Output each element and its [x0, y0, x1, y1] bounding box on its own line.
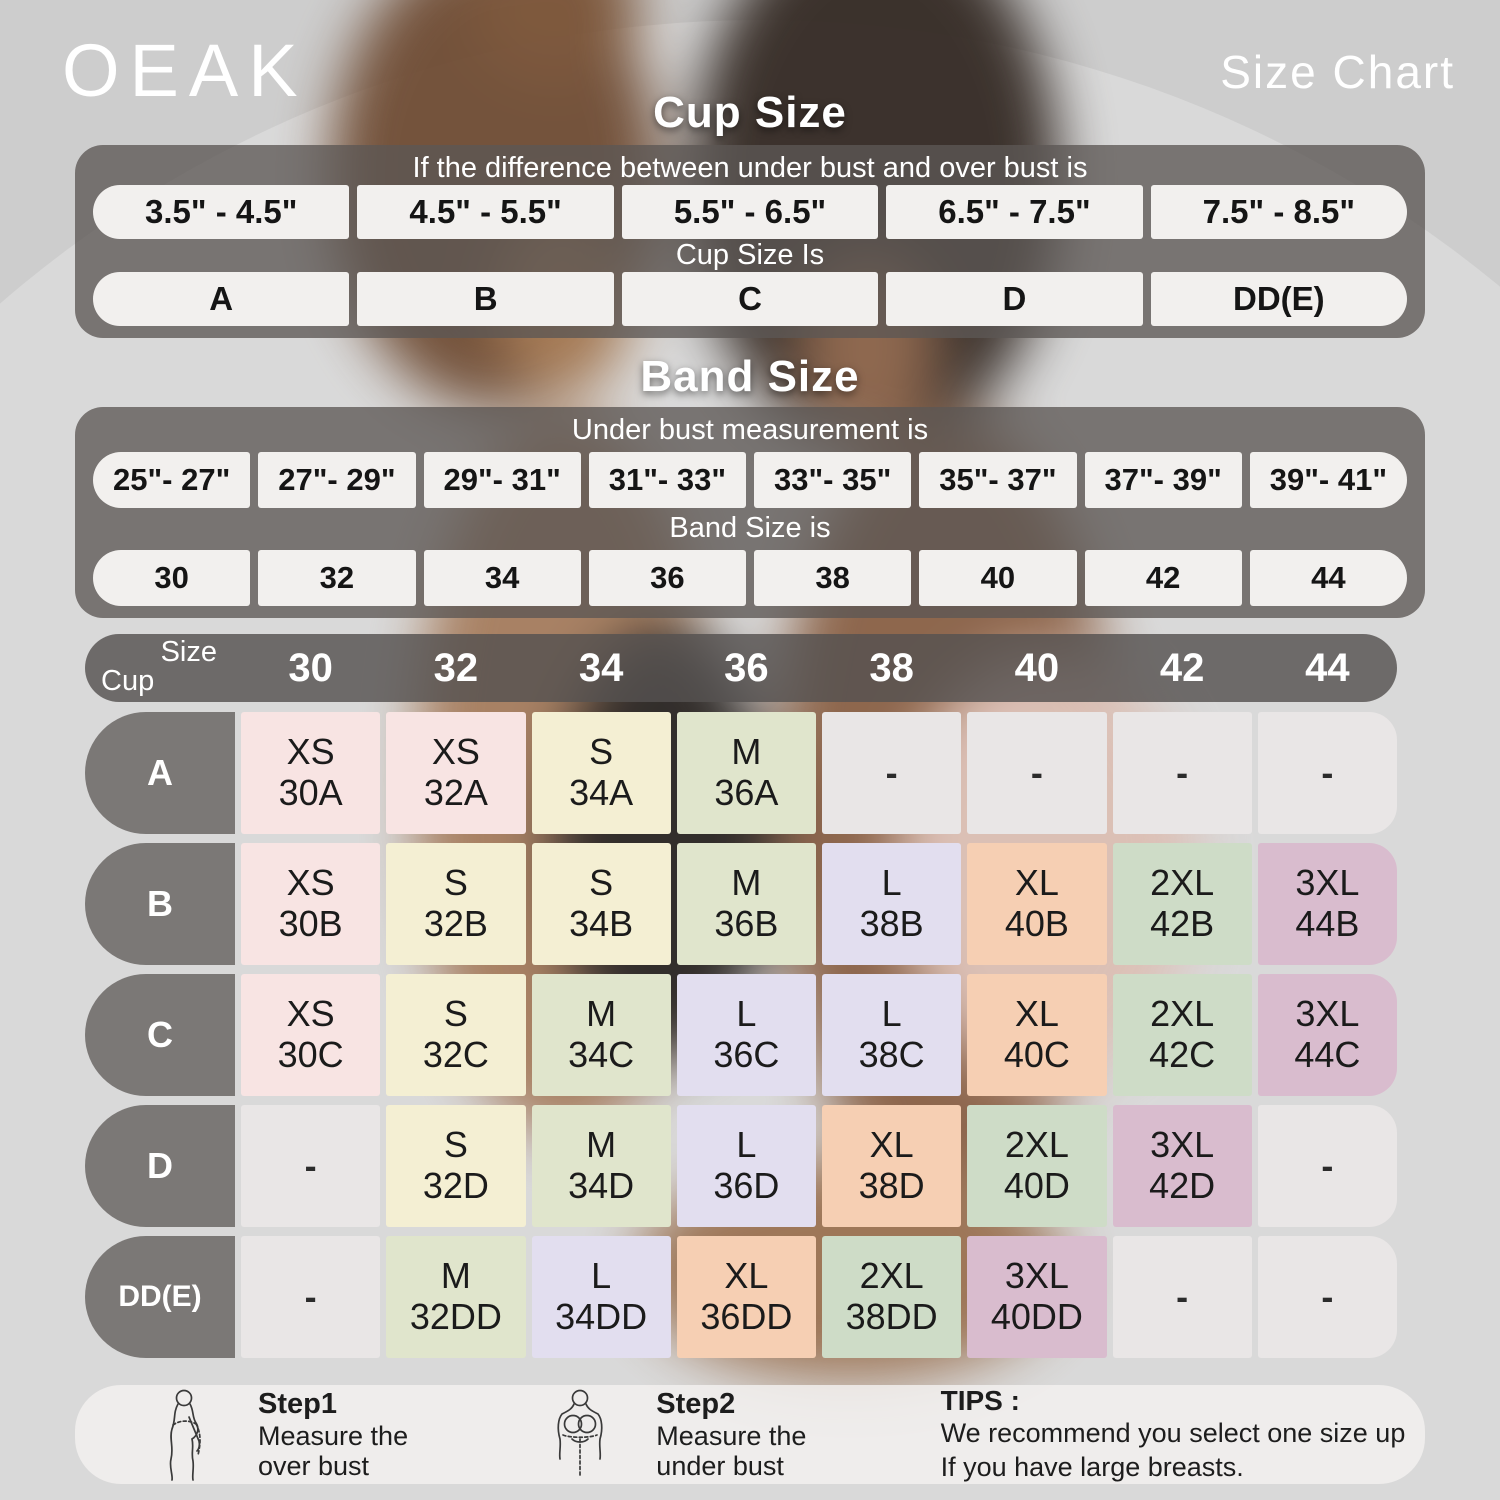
size-cell	[822, 1105, 961, 1227]
cup-size-heading: Cup Size	[653, 88, 847, 137]
size-label: M	[586, 1124, 617, 1166]
tips-title: TIPS :	[940, 1384, 1020, 1416]
size-cell	[532, 1105, 671, 1227]
matrix-row-label: C	[85, 974, 235, 1096]
matrix-column-header: 32	[433, 645, 479, 690]
size-cell	[1113, 974, 1252, 1096]
size-label: L	[881, 862, 902, 904]
page-title: Size Chart	[1220, 46, 1455, 98]
cup-value-row	[93, 272, 1407, 326]
size-cell	[386, 843, 525, 965]
size-label: L	[736, 993, 757, 1035]
size-code: 42B	[1150, 903, 1215, 944]
size-label: XL	[869, 1124, 914, 1166]
size-label: XL	[1014, 862, 1059, 904]
band-question-label: Under bust measurement is	[571, 414, 929, 446]
size-code: 34B	[569, 903, 634, 944]
size-label: M	[440, 1255, 471, 1297]
cup-range-cell: 6.5" - 7.5"	[886, 185, 1142, 239]
step2-title: Step2	[656, 1387, 736, 1420]
band-range-cell: 37"- 39"	[1085, 452, 1242, 508]
cup-size-cell: D	[886, 272, 1142, 326]
size-label: XS	[286, 862, 335, 904]
cup-question-label: If the difference between under bust and over bust is	[412, 152, 1088, 184]
band-size-cell: 30	[93, 550, 250, 606]
cup-size-cell: C	[622, 272, 878, 326]
matrix-row	[85, 974, 1397, 1096]
size-label: M	[731, 731, 762, 773]
size-cell	[822, 1236, 961, 1358]
size-code: 36D	[713, 1165, 780, 1206]
band-range-row	[93, 452, 1407, 508]
size-cell	[822, 843, 961, 965]
matrix-header-row	[85, 634, 1397, 702]
size-label: 2XL	[1150, 862, 1215, 904]
size-label: S	[443, 862, 468, 904]
band-range-cell: 25"- 27"	[93, 452, 250, 508]
size-label: XS	[286, 993, 335, 1035]
size-code: 32A	[423, 772, 488, 813]
size-label: XL	[724, 1255, 769, 1297]
size-code: 36DD	[700, 1296, 793, 1337]
size-code: 34A	[569, 772, 634, 813]
size-label: 3XL	[1295, 862, 1360, 904]
size-cell: -	[822, 712, 961, 834]
size-code: 42D	[1149, 1165, 1216, 1206]
size-cell: -	[1258, 1105, 1397, 1227]
measure-over-bust-icon	[140, 1389, 226, 1481]
footer-bar	[75, 1385, 1425, 1484]
size-cell	[241, 843, 380, 965]
band-range-cell: 27"- 29"	[258, 452, 415, 508]
size-label: L	[881, 993, 902, 1035]
size-code: 32DD	[409, 1296, 502, 1337]
size-label: XS	[286, 731, 335, 773]
size-code: 36C	[713, 1034, 780, 1075]
size-code: 30C	[277, 1034, 344, 1075]
matrix-row	[85, 843, 1397, 965]
band-size-cell: 36	[589, 550, 746, 606]
size-label: S	[443, 1124, 468, 1166]
size-cell: -	[1113, 712, 1252, 834]
size-cell	[1113, 843, 1252, 965]
matrix-column-header: 34	[578, 645, 624, 690]
band-size-cell: 32	[258, 550, 415, 606]
band-size-cell: 42	[1085, 550, 1242, 606]
brand-logo: OEAK	[62, 29, 308, 112]
size-code: 38B	[859, 903, 924, 944]
size-label: 2XL	[859, 1255, 924, 1297]
size-cell	[1258, 974, 1397, 1096]
matrix-row-label: DD(E)	[85, 1236, 235, 1358]
band-size-panel	[75, 407, 1425, 618]
size-cell	[967, 843, 1106, 965]
size-cell	[1113, 1105, 1252, 1227]
measure-under-bust-icon	[536, 1389, 624, 1481]
size-label: S	[589, 731, 614, 773]
size-cell	[967, 1236, 1106, 1358]
cup-range-row	[93, 185, 1407, 239]
size-cell	[967, 974, 1106, 1096]
size-label: 2XL	[1150, 993, 1215, 1035]
size-code: 36A	[714, 772, 779, 813]
size-label: L	[736, 1124, 757, 1166]
size-cell	[532, 1236, 671, 1358]
size-label: XS	[431, 731, 480, 773]
size-label: M	[731, 862, 762, 904]
band-size-cell: 44	[1250, 550, 1407, 606]
size-code: 30B	[278, 903, 343, 944]
size-cell: -	[1258, 712, 1397, 834]
size-code: 34C	[568, 1034, 635, 1075]
band-value-row	[93, 550, 1407, 606]
matrix-column-header: 38	[869, 645, 914, 690]
size-code: 42C	[1149, 1034, 1216, 1075]
size-cell	[1258, 843, 1397, 965]
size-matrix	[85, 712, 1397, 1358]
size-label: 2XL	[1004, 1124, 1069, 1166]
step2-block	[656, 1388, 842, 1481]
size-cell	[386, 1236, 525, 1358]
size-cell: -	[241, 1105, 380, 1227]
corner-size-label: Size	[160, 636, 217, 668]
size-code: 40D	[1003, 1165, 1070, 1206]
size-cell: -	[241, 1236, 380, 1358]
matrix-row	[85, 712, 1397, 834]
matrix-column-header: 36	[724, 645, 769, 690]
band-range-cell: 29"- 31"	[424, 452, 581, 508]
step1-title: Step1	[258, 1387, 337, 1420]
band-size-cell: 38	[754, 550, 911, 606]
size-code: 32C	[422, 1034, 489, 1075]
size-cell	[677, 843, 816, 965]
size-code: 38D	[858, 1165, 925, 1206]
matrix-row-label: A	[85, 712, 235, 834]
matrix-row	[85, 1236, 1397, 1358]
size-code: 40DD	[990, 1296, 1083, 1337]
size-code: 44B	[1295, 903, 1360, 944]
size-cell	[532, 974, 671, 1096]
size-code: 44C	[1294, 1034, 1361, 1075]
size-code: 32B	[423, 903, 488, 944]
tips-line-1: We recommend you select one size up	[940, 1417, 1406, 1448]
band-size-cell: 40	[919, 550, 1076, 606]
step2-text: Measure the under bust	[656, 1420, 807, 1481]
cup-size-panel	[75, 145, 1425, 338]
size-label: 3XL	[1295, 993, 1360, 1035]
size-cell	[822, 974, 961, 1096]
band-size-heading: Band Size	[640, 352, 860, 401]
matrix-column-header: 42	[1159, 645, 1205, 690]
matrix-column-header: 30	[288, 645, 333, 690]
tips-block	[941, 1385, 1425, 1485]
size-code: 40C	[1003, 1034, 1070, 1075]
cup-size-cell: DD(E)	[1151, 272, 1407, 326]
size-cell	[967, 1105, 1106, 1227]
size-cell	[241, 974, 380, 1096]
matrix-row	[85, 1105, 1397, 1227]
size-code: 38C	[858, 1034, 925, 1075]
band-size-cell: 34	[424, 550, 581, 606]
size-code: 34DD	[555, 1296, 648, 1337]
cup-answer-label: Cup Size Is	[675, 238, 825, 271]
size-code: 30A	[278, 772, 343, 813]
size-cell	[241, 712, 380, 834]
step1-text: Measure the over bust	[258, 1420, 409, 1481]
matrix-row-label: B	[85, 843, 235, 965]
size-cell: -	[967, 712, 1106, 834]
band-range-cell: 35"- 37"	[919, 452, 1076, 508]
matrix-column-header: 44	[1305, 645, 1350, 690]
size-label: S	[443, 993, 468, 1035]
matrix-column-header: 40	[1014, 645, 1060, 690]
size-cell	[386, 1105, 525, 1227]
cup-size-cell: B	[357, 272, 613, 326]
cup-range-cell: 3.5" - 4.5"	[93, 185, 349, 239]
size-label: S	[589, 862, 614, 904]
size-code: 40B	[1004, 903, 1069, 944]
size-cell: -	[1258, 1236, 1397, 1358]
size-code: 34D	[568, 1165, 635, 1206]
size-cell	[386, 712, 525, 834]
band-answer-label: Band Size is	[669, 512, 831, 545]
cup-range-cell: 4.5" - 5.5"	[357, 185, 613, 239]
cup-range-cell: 5.5" - 6.5"	[622, 185, 878, 239]
size-cell	[532, 712, 671, 834]
size-cell	[677, 1105, 816, 1227]
size-label: L	[591, 1255, 612, 1297]
cup-range-cell: 7.5" - 8.5"	[1151, 185, 1407, 239]
band-range-cell: 33"- 35"	[754, 452, 911, 508]
size-label: 3XL	[1150, 1124, 1215, 1166]
matrix-corner-label	[85, 634, 235, 702]
cup-size-cell: A	[93, 272, 349, 326]
size-label: XL	[1014, 993, 1059, 1035]
size-code: 38DD	[845, 1296, 938, 1337]
size-cell	[677, 974, 816, 1096]
band-range-cell: 39"- 41"	[1250, 452, 1407, 508]
size-cell	[677, 1236, 816, 1358]
size-cell	[677, 712, 816, 834]
size-cell: -	[1113, 1236, 1252, 1358]
size-code: 36B	[714, 903, 779, 944]
corner-cup-label: Cup	[101, 665, 155, 697]
size-label: 3XL	[1004, 1255, 1069, 1297]
size-code: 32D	[422, 1165, 489, 1206]
size-label: M	[586, 993, 617, 1035]
size-cell	[386, 974, 525, 1096]
step1-block	[258, 1388, 444, 1481]
tips-line-2: If you have large breasts.	[940, 1451, 1244, 1482]
band-range-cell: 31"- 33"	[589, 452, 746, 508]
size-cell	[532, 843, 671, 965]
matrix-row-label: D	[85, 1105, 235, 1227]
